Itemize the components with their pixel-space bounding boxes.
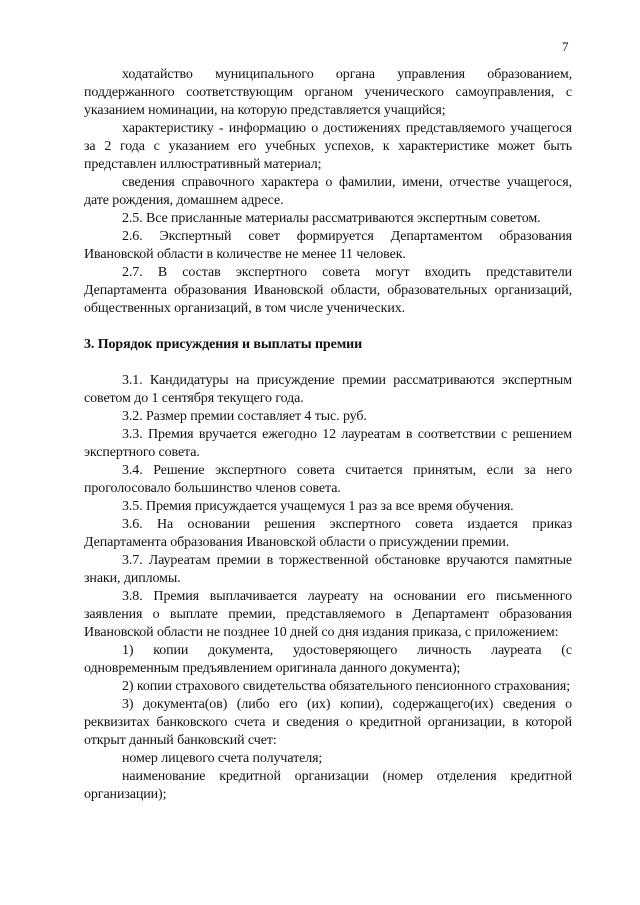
paragraph: наименование кредитной организации (номер отделения кредитной организации); — [84, 769, 572, 802]
paragraph: 2.7. В состав экспертного совета могут входить представители Департамента образования Ивановской области, образовательных организаций, общественных организаций, в том числе ученических. — [84, 265, 572, 316]
paragraph: 3) документа(ов) (либо его (их) копии), содержащего(их) сведения о реквизитах банковского счета и сведения о кредитной организации, в которой открыт данный банковский счет: — [84, 697, 572, 748]
paragraph: ходатайство муниципального органа управления образованием, поддержанного соответствующим органом ученического самоуправления, с указанием номинации, на которую представляется учащийся; — [84, 67, 572, 118]
paragraph: 2.6. Экспертный совет формируется Департаментом образования Ивановской области в количестве не менее 11 человек. — [84, 229, 572, 262]
paragraph: 3.4. Решение экспертного совета считается принятым, если за него проголосовало большинство членов совета. — [84, 463, 572, 496]
paragraph: 2) копии страхового свидетельства обязательного пенсионного страхования; — [122, 679, 571, 694]
paragraph: 3.8. Премия выплачивается лауреату на основании его письменного заявления о выплате премии, представляемого в Департамент образования Ивановской области не позднее 10 дней со дня издания приказа, с приложением: — [84, 589, 572, 640]
paragraph: 3.5. Премия присуждается учащемуся 1 раз за все время обучения. — [122, 499, 514, 514]
paragraph: сведения справочного характера о фамилии, имени, отчестве учащегося, дате рождения, домашнем адресе. — [84, 175, 572, 208]
paragraph: 3.7. Лауреатам премии в торжественной обстановке вручаются памятные знаки, дипломы. — [84, 553, 572, 586]
paragraph: 3.3. Премия вручается ежегодно 12 лауреатам в соответствии с решением экспертного совета. — [84, 427, 572, 460]
paragraph: 2.5. Все присланные материалы рассматриваются экспертным советом. — [122, 211, 541, 226]
page-number: 7 — [562, 39, 569, 54]
paragraph: 3.6. На основании решения экспертного совета издается приказ Департамента образования Ивановской области о присуждении премии. — [84, 517, 572, 550]
paragraph: характеристику - информацию о достижениях представляемого учащегося за 2 года с указанием его учебных успехов, к характеристике может быть представлен иллюстративный материал; — [84, 121, 572, 172]
document-body — [84, 66, 572, 804]
section-heading: 3. Порядок присуждения и выплаты премии — [84, 337, 363, 352]
paragraph: 3.2. Размер премии составляет 4 тыс. руб. — [122, 409, 367, 424]
paragraph: номер лицевого счета получателя; — [122, 751, 323, 766]
paragraph: 1) копии документа, удостоверяющего личность лауреата (с одновременным предъявлением оригинала данного документа); — [84, 643, 572, 676]
paragraph: 3.1. Кандидатуры на присуждение премии рассматриваются экспертным советом до 1 сентября текущего года. — [84, 373, 572, 406]
